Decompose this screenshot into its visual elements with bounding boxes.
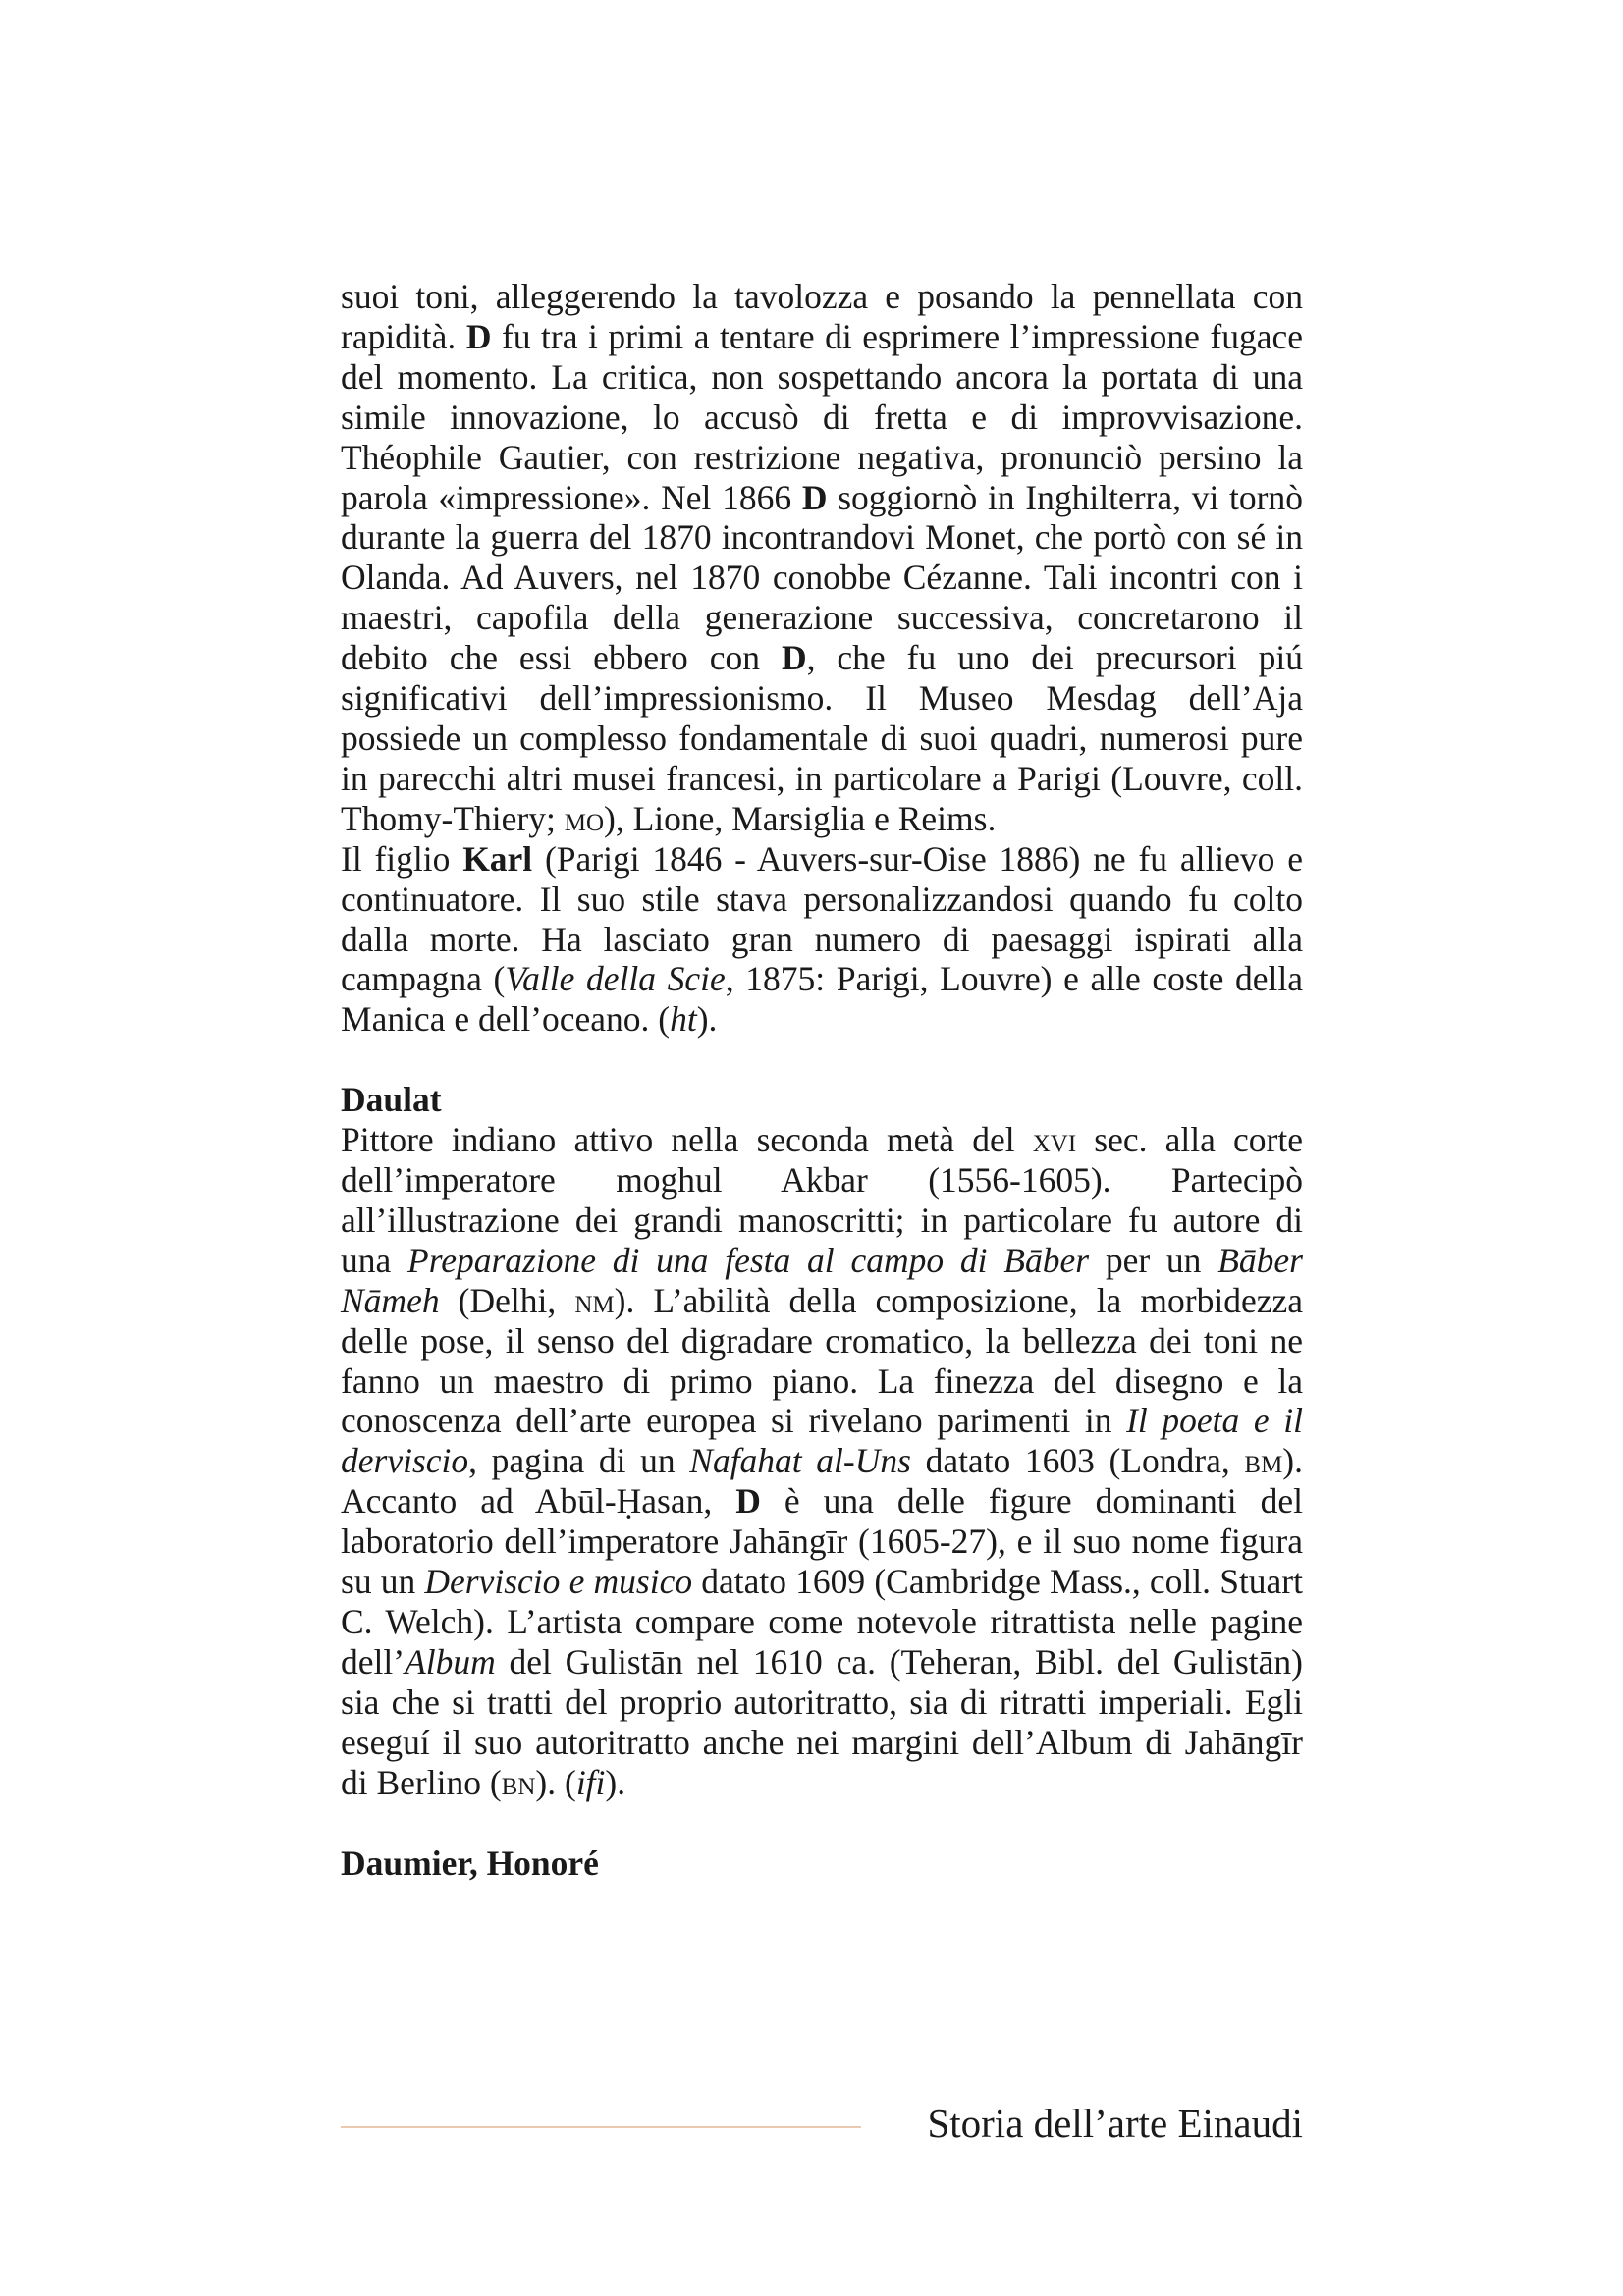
museum-abbrev: bn: [501, 1762, 536, 1802]
artwork-title: Bāber Nāmeh: [341, 1240, 1303, 1320]
text-run: ). L’abilità della composizione, la morbidezza delle pose, il senso del digradare cromatico, la bellezza dei toni ne fanno un maestro di primo piano. La finezza del disegno e la conoscenza dell’arte europea si rivelano parimenti in: [341, 1280, 1303, 1441]
text-run: ), Lione, Marsiglia e Reims.: [604, 798, 997, 838]
entry-title: Daulat: [341, 1080, 442, 1120]
artwork-title: Il poeta e il derviscio: [341, 1401, 1303, 1481]
author-initials: ifi: [575, 1762, 606, 1802]
entry-paragraph: [341, 1120, 1303, 1802]
text-run: Pittore indiano attivo nella seconda metà del: [341, 1120, 1033, 1160]
entry-spacer: [341, 1040, 1303, 1080]
footer-rule: [341, 2126, 861, 2128]
entry-title: Daumier, Honoré: [341, 1842, 599, 1883]
text-run: fu tra i primi a tentare di esprimere l’impressione fugace del momento. La critica, non sospettando ancora la portata di una simile innovazione, lo accusò di fretta e di improvvisazione. Théophile Gautier, con restrizione negativa, pronunciò persino la parola «impressione». Nel 1866: [341, 316, 1303, 517]
text-run: soggiornò in Inghilterra, vi tornò durante la guerra del 1870 incontrandovi Monet, che portò con sé in Olanda. Ad Auvers, nel 1870 conobbe Cézanne. Tali incontri con i maestri, capofila della generazione successiva, concretarono il debito che essi ebbero con: [341, 477, 1303, 678]
text-run: , 1875: Parigi, Louvre) e alle coste della Manica e dell’oceano. (: [341, 959, 1304, 1040]
text-run: datato 1609 (Cambridge Mass., coll. Stuart C. Welch). L’artista compare come notevole ritrattista nelle pagine dell’: [341, 1562, 1303, 1682]
page-body: [341, 277, 1303, 1883]
text-run: sec. alla corte dell’imperatore moghul Akbar (1556-1605). Partecipò all’illustrazione dei grandi manoscritti; in particolare fu autore di una: [341, 1120, 1303, 1280]
text-run: (Parigi 1846 - Auvers-sur-Oise 1886) ne fu allievo e continuatore. Il suo stile stava personalizzandosi quando fu colto dalla morte. Ha lasciato gran numero di paesaggi ispirati alla campagna (: [341, 838, 1303, 999]
text-run: (Delhi,: [439, 1280, 575, 1320]
text-run: , che fu uno dei precursori piú significativi dell’impressionismo. Il Museo Mesdag dell’Aja possiede un complesso fondamentale di suoi quadri, numerosi pure in parecchi altri musei francesi, in particolare a Parigi (Louvre, coll. Thomy-Thiery;: [341, 638, 1303, 838]
text-run: datato 1603 (Londra,: [910, 1441, 1245, 1481]
text-run: per un: [1089, 1240, 1218, 1280]
museum-abbrev: nm: [574, 1280, 615, 1320]
text-run: ).: [696, 999, 718, 1040]
text-run: ).: [605, 1762, 626, 1802]
entry-abbrev: D: [735, 1481, 761, 1522]
page-footer: [341, 2099, 1303, 2148]
person-name: Karl: [462, 838, 533, 879]
entry-abbrev: D: [781, 638, 807, 678]
entry-abbrev: D: [801, 477, 828, 517]
artwork-title: Album: [405, 1641, 496, 1682]
text-run: del Gulistān nel 1610 ca. (Teheran, Bibl. del Gulistān) sia che si tratti del proprio autoritratto, sia di ritratti imperiali. Egli eseguí il suo autoritratto anche nei margini dell’Album di Jahāngīr di Berlino (: [341, 1641, 1303, 1802]
text-run: suoi toni, alleggerendo la tavolozza e posando la pennellata con rapidità.: [341, 277, 1303, 356]
footer-label: Storia dell’arte Einaudi: [927, 2101, 1303, 2146]
entry-abbrev: D: [465, 316, 492, 356]
museum-abbrev: bm: [1244, 1441, 1283, 1481]
century-numeral: xvi: [1032, 1120, 1077, 1160]
artwork-title: Derviscio e musico: [424, 1562, 693, 1602]
text-run: ). (: [535, 1762, 576, 1802]
entry-spacer: [341, 1803, 1303, 1843]
text-run: , pagina di un: [468, 1441, 690, 1481]
museum-abbrev: mo: [564, 798, 605, 838]
text-run: Il figlio: [341, 838, 463, 879]
author-initials: ht: [670, 999, 697, 1040]
artwork-title: Nafahat al-Uns: [689, 1441, 911, 1481]
entry-paragraph: [341, 277, 1303, 839]
entry-paragraph: [341, 839, 1303, 1041]
artwork-title: Preparazione di una festa al campo di Bāber: [407, 1240, 1090, 1280]
text-run: è una delle figure dominanti del laboratorio dell’imperatore Jahāngīr (1605-27), e il suo nome figura su un: [341, 1481, 1303, 1602]
artwork-title: Valle della Scie: [505, 959, 726, 999]
text-run: ). Accanto ad Abūl-Ḥasan,: [341, 1441, 1303, 1522]
